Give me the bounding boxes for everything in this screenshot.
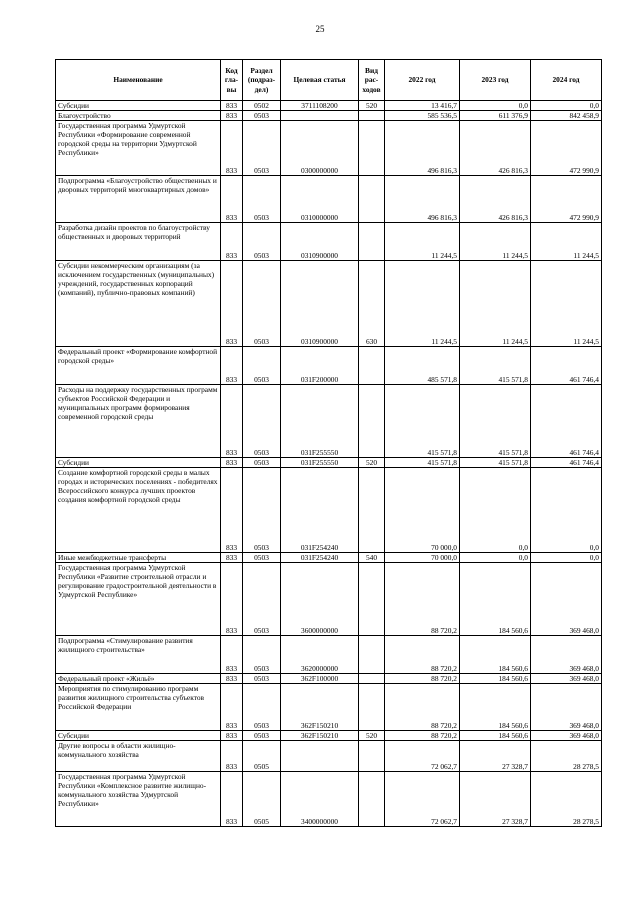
cell-target: 031F254240 bbox=[281, 553, 359, 563]
col-header-vid: Вид рас-ходов bbox=[359, 60, 385, 101]
budget-table bbox=[55, 59, 602, 827]
cell-y2023: 184 560,6 bbox=[460, 636, 531, 674]
cell-y2022: 70 000,0 bbox=[385, 553, 460, 563]
cell-y2022: 415 571,8 bbox=[385, 458, 460, 468]
cell-glava: 833 bbox=[221, 111, 243, 121]
table-row bbox=[56, 772, 602, 827]
cell-glava: 833 bbox=[221, 741, 243, 772]
cell-y2022: 496 816,3 bbox=[385, 121, 460, 176]
cell-target: 031F200000 bbox=[281, 347, 359, 385]
cell-glava: 833 bbox=[221, 385, 243, 458]
cell-glava: 833 bbox=[221, 731, 243, 741]
table-row bbox=[56, 741, 602, 772]
cell-y2023: 11 244,5 bbox=[460, 261, 531, 347]
cell-target: 031F255550 bbox=[281, 458, 359, 468]
cell-y2022: 485 571,8 bbox=[385, 347, 460, 385]
cell-y2024: 0,0 bbox=[531, 101, 602, 111]
cell-razdel: 0503 bbox=[243, 731, 281, 741]
cell-y2023: 426 816,3 bbox=[460, 121, 531, 176]
cell-razdel: 0503 bbox=[243, 684, 281, 731]
cell-vid bbox=[359, 176, 385, 223]
header-row bbox=[56, 60, 602, 101]
cell-y2022: 72 062,7 bbox=[385, 741, 460, 772]
cell-name: Государственная программа Удмуртской Республики «Комплексное развитие жилищно-коммунального хозяйства Удмуртской Республики» bbox=[56, 772, 221, 827]
cell-glava: 833 bbox=[221, 468, 243, 553]
cell-glava: 833 bbox=[221, 176, 243, 223]
cell-y2023: 184 560,6 bbox=[460, 731, 531, 741]
cell-razdel: 0503 bbox=[243, 468, 281, 553]
cell-y2023: 184 560,6 bbox=[460, 563, 531, 636]
cell-y2024: 11 244,5 bbox=[531, 223, 602, 261]
cell-y2022: 88 720,2 bbox=[385, 684, 460, 731]
cell-name: Федеральный проект «Формирование комфортной городской среды» bbox=[56, 347, 221, 385]
cell-y2022: 11 244,5 bbox=[385, 261, 460, 347]
cell-y2024: 11 244,5 bbox=[531, 261, 602, 347]
cell-vid bbox=[359, 347, 385, 385]
cell-y2023: 11 244,5 bbox=[460, 223, 531, 261]
cell-glava: 833 bbox=[221, 223, 243, 261]
cell-y2024: 28 278,5 bbox=[531, 741, 602, 772]
cell-glava: 833 bbox=[221, 347, 243, 385]
cell-y2023: 0,0 bbox=[460, 468, 531, 553]
cell-target: 3400000000 bbox=[281, 772, 359, 827]
cell-glava: 833 bbox=[221, 101, 243, 111]
cell-glava: 833 bbox=[221, 674, 243, 684]
table-row bbox=[56, 674, 602, 684]
cell-razdel: 0503 bbox=[243, 553, 281, 563]
cell-razdel: 0503 bbox=[243, 674, 281, 684]
cell-razdel: 0503 bbox=[243, 261, 281, 347]
table-row bbox=[56, 223, 602, 261]
cell-vid bbox=[359, 741, 385, 772]
cell-vid: 520 bbox=[359, 101, 385, 111]
cell-vid bbox=[359, 674, 385, 684]
cell-name: Расходы на поддержку государственных программ субъектов Российской Федерации и муниципальных программ формирования современной городской среды bbox=[56, 385, 221, 458]
cell-name: Создание комфортной городской среды в малых городах и исторических поселениях - победителях Всероссийского конкурса лучших проектов создания комфортной городской среды bbox=[56, 468, 221, 553]
cell-vid: 540 bbox=[359, 553, 385, 563]
cell-y2024: 0,0 bbox=[531, 553, 602, 563]
cell-y2023: 415 571,8 bbox=[460, 458, 531, 468]
cell-glava: 833 bbox=[221, 563, 243, 636]
cell-razdel: 0505 bbox=[243, 772, 281, 827]
table-row bbox=[56, 553, 602, 563]
col-header-2023: 2023 год bbox=[460, 60, 531, 101]
cell-y2022: 415 571,8 bbox=[385, 385, 460, 458]
cell-vid bbox=[359, 468, 385, 553]
cell-name: Субсидии bbox=[56, 731, 221, 741]
cell-razdel: 0502 bbox=[243, 101, 281, 111]
cell-y2024: 461 746,4 bbox=[531, 458, 602, 468]
cell-razdel: 0503 bbox=[243, 563, 281, 636]
table-row bbox=[56, 385, 602, 458]
cell-vid bbox=[359, 636, 385, 674]
cell-name: Государственная программа Удмуртской Республики «Развитие строительной отрасли и регулирование градостроительной деятельности в Удмуртской Республике» bbox=[56, 563, 221, 636]
cell-name: Иные межбюджетные трансферты bbox=[56, 553, 221, 563]
cell-y2023: 415 571,8 bbox=[460, 385, 531, 458]
cell-name: Мероприятия по стимулированию программ развития жилищного строительства субъектов Российской Федерации bbox=[56, 684, 221, 731]
cell-glava: 833 bbox=[221, 684, 243, 731]
cell-y2023: 0,0 bbox=[460, 101, 531, 111]
table-row bbox=[56, 176, 602, 223]
cell-target: 031F254240 bbox=[281, 468, 359, 553]
table-row bbox=[56, 636, 602, 674]
table-row bbox=[56, 347, 602, 385]
cell-target: 362F150210 bbox=[281, 684, 359, 731]
cell-y2024: 28 278,5 bbox=[531, 772, 602, 827]
cell-y2024: 369 468,0 bbox=[531, 684, 602, 731]
cell-razdel: 0503 bbox=[243, 636, 281, 674]
cell-razdel: 0503 bbox=[243, 223, 281, 261]
cell-y2024: 369 468,0 bbox=[531, 636, 602, 674]
cell-glava: 833 bbox=[221, 121, 243, 176]
cell-vid bbox=[359, 684, 385, 731]
cell-glava: 833 bbox=[221, 458, 243, 468]
cell-y2024: 369 468,0 bbox=[531, 674, 602, 684]
cell-razdel: 0505 bbox=[243, 741, 281, 772]
col-header-2022: 2022 год bbox=[385, 60, 460, 101]
cell-target: 362F100000 bbox=[281, 674, 359, 684]
cell-glava: 833 bbox=[221, 553, 243, 563]
cell-target: 0300000000 bbox=[281, 121, 359, 176]
cell-y2022: 11 244,5 bbox=[385, 223, 460, 261]
cell-glava: 833 bbox=[221, 772, 243, 827]
col-header-glava: Код гла-вы bbox=[221, 60, 243, 101]
cell-y2022: 70 000,0 bbox=[385, 468, 460, 553]
cell-glava: 833 bbox=[221, 636, 243, 674]
col-header-razdel: Раздел (подраз-дел) bbox=[243, 60, 281, 101]
cell-y2022: 88 720,2 bbox=[385, 731, 460, 741]
cell-vid bbox=[359, 223, 385, 261]
cell-vid: 520 bbox=[359, 731, 385, 741]
cell-y2024: 461 746,4 bbox=[531, 347, 602, 385]
cell-target: 031F255550 bbox=[281, 385, 359, 458]
cell-y2022: 585 536,5 bbox=[385, 111, 460, 121]
cell-name: Другие вопросы в области жилищно-коммунального хозяйства bbox=[56, 741, 221, 772]
cell-target: 3711108200 bbox=[281, 101, 359, 111]
cell-name: Благоустройство bbox=[56, 111, 221, 121]
cell-y2022: 72 062,7 bbox=[385, 772, 460, 827]
cell-y2024: 472 990,9 bbox=[531, 176, 602, 223]
cell-name: Федеральный проект «Жильё» bbox=[56, 674, 221, 684]
cell-y2024: 369 468,0 bbox=[531, 731, 602, 741]
cell-target bbox=[281, 741, 359, 772]
cell-y2024: 472 990,9 bbox=[531, 121, 602, 176]
cell-name: Подпрограмма «Благоустройство общественных и дворовых территорий многоквартирных домов» bbox=[56, 176, 221, 223]
cell-vid: 520 bbox=[359, 458, 385, 468]
cell-y2023: 27 328,7 bbox=[460, 741, 531, 772]
cell-y2023: 184 560,6 bbox=[460, 674, 531, 684]
table-row bbox=[56, 261, 602, 347]
cell-name: Субсидии некоммерческим организациям (за исключением государственных (муниципальных) учреждений, государственных корпораций (компаний), публично-правовых компаний) bbox=[56, 261, 221, 347]
cell-y2023: 426 816,3 bbox=[460, 176, 531, 223]
cell-target: 0310900000 bbox=[281, 261, 359, 347]
cell-razdel: 0503 bbox=[243, 121, 281, 176]
cell-target: 0310000000 bbox=[281, 176, 359, 223]
cell-y2023: 0,0 bbox=[460, 553, 531, 563]
table-row bbox=[56, 563, 602, 636]
table-row bbox=[56, 684, 602, 731]
cell-razdel: 0503 bbox=[243, 347, 281, 385]
table-body bbox=[56, 101, 602, 827]
cell-name: Разработка дизайн проектов по благоустройству общественных и дворовых территорий bbox=[56, 223, 221, 261]
cell-target: 3600000000 bbox=[281, 563, 359, 636]
cell-y2023: 27 328,7 bbox=[460, 772, 531, 827]
cell-y2023: 611 376,9 bbox=[460, 111, 531, 121]
cell-y2023: 415 571,8 bbox=[460, 347, 531, 385]
cell-name: Подпрограмма «Стимулирование развития жилищного строительства» bbox=[56, 636, 221, 674]
cell-vid bbox=[359, 385, 385, 458]
col-header-target: Целевая статья bbox=[281, 60, 359, 101]
cell-name: Государственная программа Удмуртской Республики «Формирование современной городской среды на территории Удмуртской Республики» bbox=[56, 121, 221, 176]
cell-y2024: 842 458,9 bbox=[531, 111, 602, 121]
table-row bbox=[56, 468, 602, 553]
cell-y2022: 13 416,7 bbox=[385, 101, 460, 111]
cell-razdel: 0503 bbox=[243, 385, 281, 458]
cell-vid bbox=[359, 121, 385, 176]
cell-glava: 833 bbox=[221, 261, 243, 347]
cell-target bbox=[281, 111, 359, 121]
cell-vid: 630 bbox=[359, 261, 385, 347]
cell-name: Субсидии bbox=[56, 458, 221, 468]
cell-y2022: 88 720,2 bbox=[385, 636, 460, 674]
cell-y2024: 461 746,4 bbox=[531, 385, 602, 458]
cell-target: 0310900000 bbox=[281, 223, 359, 261]
cell-razdel: 0503 bbox=[243, 458, 281, 468]
cell-vid bbox=[359, 772, 385, 827]
cell-y2024: 0,0 bbox=[531, 468, 602, 553]
table-row bbox=[56, 101, 602, 111]
col-header-name: Наименование bbox=[56, 60, 221, 101]
cell-target: 3620000000 bbox=[281, 636, 359, 674]
cell-razdel: 0503 bbox=[243, 176, 281, 223]
cell-razdel: 0503 bbox=[243, 111, 281, 121]
cell-target: 362F150210 bbox=[281, 731, 359, 741]
page-number: 25 bbox=[315, 24, 325, 34]
col-header-2024: 2024 год bbox=[531, 60, 602, 101]
cell-y2022: 88 720,2 bbox=[385, 563, 460, 636]
cell-y2022: 496 816,3 bbox=[385, 176, 460, 223]
cell-vid bbox=[359, 563, 385, 636]
cell-y2023: 184 560,6 bbox=[460, 684, 531, 731]
cell-name: Субсидии bbox=[56, 101, 221, 111]
cell-y2024: 369 468,0 bbox=[531, 563, 602, 636]
cell-y2022: 88 720,2 bbox=[385, 674, 460, 684]
cell-vid bbox=[359, 111, 385, 121]
table-row bbox=[56, 731, 602, 741]
table-row bbox=[56, 111, 602, 121]
table-row bbox=[56, 458, 602, 468]
table-row bbox=[56, 121, 602, 176]
